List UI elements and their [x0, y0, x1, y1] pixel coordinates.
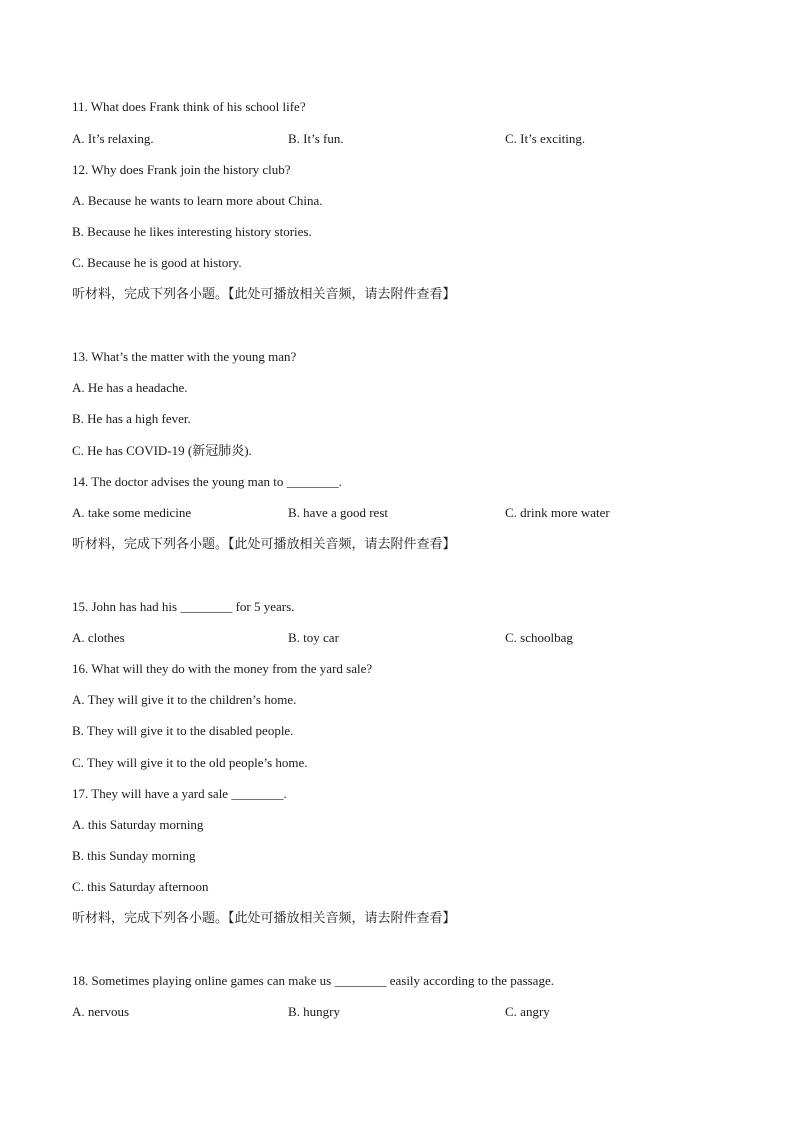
- question-18-options: [0, 1004, 794, 1020]
- option-b: B. have a good rest: [288, 505, 389, 520]
- question-14: 14. The doctor advises the young man to ________.: [72, 474, 342, 489]
- option-c: C. this Saturday afternoon: [72, 879, 209, 894]
- listening-instruction: 听材料，完成下列各小题。【此处可播放相关音频，请去附件查看】: [72, 537, 456, 552]
- question-11-options: [0, 131, 794, 147]
- option-a: A. They will give it to the children’s home.: [72, 692, 297, 707]
- listening-instruction: 听材料，完成下列各小题。【此处可播放相关音频，请去附件查看】: [72, 287, 456, 302]
- question-15: 15. John has had his ________ for 5 years.: [72, 599, 295, 614]
- option-a: A. clothes: [72, 630, 125, 645]
- option-a: A. this Saturday morning: [72, 817, 204, 832]
- option-a: A. nervous: [72, 1004, 130, 1019]
- option-b: B. It’s fun.: [288, 131, 344, 146]
- question-13: 13. What’s the matter with the young man?: [72, 349, 297, 364]
- listening-instruction: 听材料，完成下列各小题。【此处可播放相关音频，请去附件查看】: [72, 911, 456, 926]
- option-b: B. toy car: [288, 630, 339, 645]
- question-14-options: [0, 505, 794, 521]
- option-b: B. Because he likes interesting history stories.: [72, 224, 312, 239]
- option-a: A. take some medicine: [72, 505, 192, 520]
- option-b: B. hungry: [288, 1004, 340, 1019]
- option-b: B. this Sunday morning: [72, 848, 196, 863]
- question-15-options: [0, 630, 794, 646]
- question-16: 16. What will they do with the money from the yard sale?: [72, 661, 373, 676]
- option-c: C. They will give it to the old people’s home.: [72, 755, 308, 770]
- option-c: C. He has COVID-19 (新冠肺炎).: [72, 443, 252, 458]
- option-a: A. He has a headache.: [72, 380, 188, 395]
- option-c: C. angry: [505, 1004, 550, 1019]
- option-c: C. It’s exciting.: [505, 131, 586, 146]
- option-b: B. He has a high fever.: [72, 411, 191, 426]
- option-c: C. Because he is good at history.: [72, 255, 242, 270]
- question-18: 18. Sometimes playing online games can make us ________ easily according to the passage.: [72, 973, 554, 988]
- option-c: C. drink more water: [505, 505, 610, 520]
- option-b: B. They will give it to the disabled people.: [72, 723, 294, 738]
- question-17: 17. They will have a yard sale ________.: [72, 786, 287, 801]
- option-c: C. schoolbag: [505, 630, 573, 645]
- option-a: A. It’s relaxing.: [72, 131, 154, 146]
- question-11: 11. What does Frank think of his school life?: [72, 99, 306, 114]
- question-12: 12. Why does Frank join the history club?: [72, 162, 291, 177]
- option-a: A. Because he wants to learn more about China.: [72, 193, 323, 208]
